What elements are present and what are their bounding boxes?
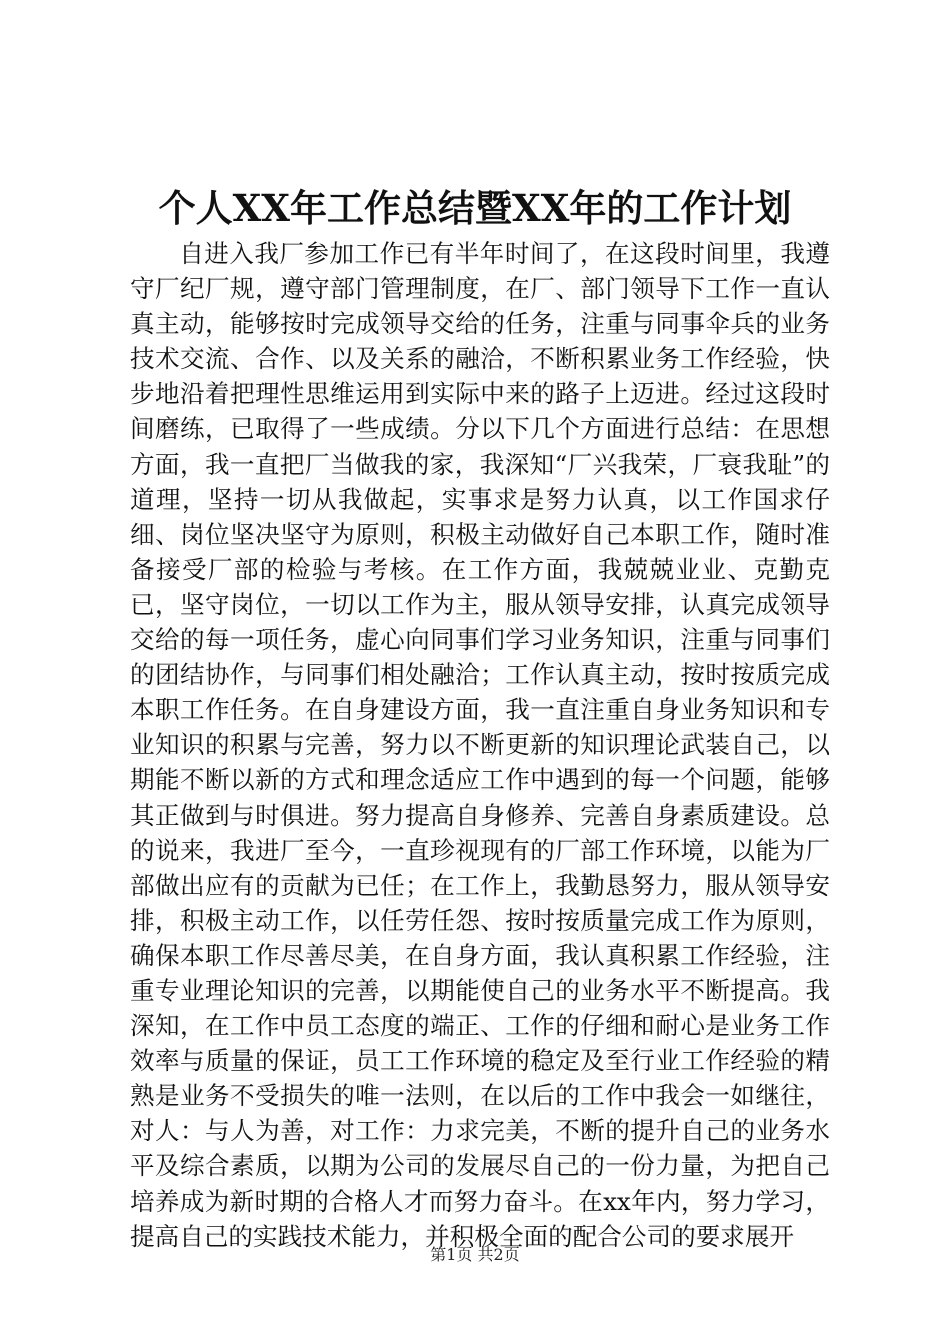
document-body-paragraph: 自进入我厂参加工作已有半年时间了，在这段时间里，我遵守厂纪厂规，遵守部门管理制度，在厂、部门领导下工作一直认真主动，能够按时完成领导交给的任务，注重与同事伞兵的业务技术交流、合作、以及关系的融洽，不断积累业务工作经验，快步地沿着把理性思维运用到实际中来的路子上迈进。经过这段时间磨练，已取得了一些成绩。分以下几个方面进行总结：在思想方面，我一直把厂当做我的家，我深知“厂兴我荣，厂衰我耻”的道理，坚持一切从我做起，实事求是努力认真，以工作国求仔细、岗位坚决坚守为原则，积极主动做好自己本职工作，随时准备接受厂部的检验与考核。在工作方面，我兢兢业业、克勤克已，坚守岗位，一切以工作为主，服从领导安排，认真完成领导交给的每一项任务，虚心向同事们学习业务知识，注重与同事们的团结协作，与同事们相处融洽；工作认真主动，按时按质完成本职工作任务。在自身建设方面，我一直注重自身业务知识和专业知识的积累与完善，努力以不断更新的知识理论武装自己，以期能不断以新的方式和理念适应工作中遇到的每一个问题，能够其正做到与时俱进。努力提高自身修养、完善自身素质建设。总的说来，我进厂至今，一直珍视现有的厂部工作环境，以能为厂部做出应有的贡献为已任；在工作上，我勤恳努力，服从领导安排，积极主动工作，以任劳任怨、按时按质量完成工作为原则，确保本职工作尽善尽美，在自身方面，我认真积累工作经验，注重专业理论知识的完善，以期能使自己的业务水平不断提高。我深知，在工作中员工态度的端正、工作的仔细和耐心是业务工作效率与质量的保证，员工工作环境的稳定及至行业工作经验的精熟是业务不受损失的唯一法则，在以后的工作中我会一如继往，对人：与人为善，对工作：力求完美，不断的提升自己的业务水平及综合素质，以期为公司的发展尽自己的一份力量，为把自己培养成为新时期的合格人才而努力奋斗。在xx年内，努力学习，提高自己的实践技术能力，并积极全面的配合公司的要求展开 bbox=[130, 239, 830, 1251]
document-title: 个人XX年工作总结暨XX年的工作计划 bbox=[158, 186, 792, 230]
page-number-footer: 第1页 共2页 bbox=[430, 1245, 520, 1264]
